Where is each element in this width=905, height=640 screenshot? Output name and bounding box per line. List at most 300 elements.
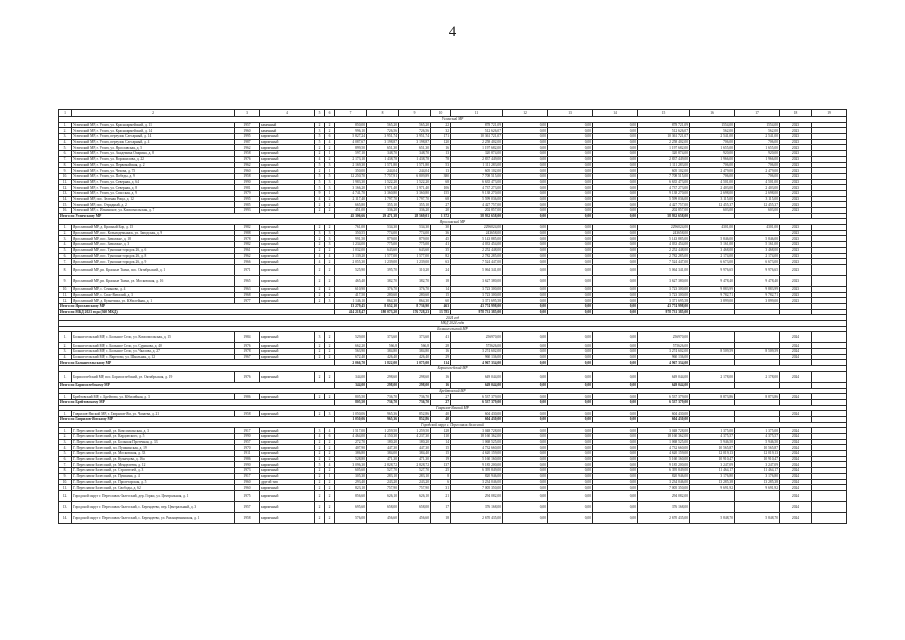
table-cell: 1965	[235, 275, 260, 286]
table-cell: 0,00	[548, 156, 593, 162]
table-cell: 10 361 721,07	[638, 134, 690, 140]
table-cell	[812, 371, 847, 382]
table-cell: 0,00	[593, 479, 638, 485]
table-cell: 320 874,00	[451, 151, 503, 157]
table-cell: 3 371 695,58	[638, 298, 690, 304]
table-cell: 3	[325, 298, 335, 304]
table-cell	[812, 275, 847, 286]
address-cell: Угличский МР, пос. Зеленая Роща, д. 12	[72, 196, 235, 202]
table-cell: 2.	[59, 128, 72, 134]
table-cell: 0,00	[548, 512, 593, 523]
table-cell: 0,00	[593, 173, 638, 179]
table-cell: 243,20	[399, 479, 431, 485]
table-cell: 2 173,10	[335, 156, 367, 162]
table-cell: 736,70	[399, 399, 431, 405]
table-cell: 3 723 300,00	[638, 286, 690, 292]
table-cell: 1 966,00	[690, 156, 735, 162]
table-cell: кирпичный	[260, 439, 315, 445]
table-cell: 4 732 660,00	[451, 445, 503, 451]
table-cell: 6.	[59, 151, 72, 157]
table-cell: 3.	[59, 439, 72, 445]
table-cell: 3 048 728,00	[638, 428, 690, 434]
table-cell: 0,00	[593, 439, 638, 445]
table-cell: 344,00	[335, 382, 367, 388]
table-cell: 2 258 402,00	[638, 139, 690, 145]
table-cell: 8.	[59, 468, 72, 474]
address-cell: Г. Переславль-Залесский, ул. Пушкина, д. 4	[72, 473, 235, 479]
table-cell: 15	[431, 445, 451, 451]
table-row	[59, 264, 847, 275]
table-cell: кирпичный	[260, 264, 315, 275]
table-cell: 1 050,06	[335, 416, 367, 422]
table-cell: 0,00	[548, 399, 593, 405]
table-cell: 2 252 448,00	[638, 247, 690, 253]
table-cell: 2023	[780, 139, 812, 145]
table-cell: 0,00	[548, 501, 593, 512]
table-cell: 0,00	[593, 349, 638, 355]
table-cell: 9 883,99	[735, 286, 780, 292]
table-cell: 0,00	[593, 468, 638, 474]
table-cell: 110	[431, 434, 451, 440]
table-cell: 2	[315, 354, 325, 360]
table-cell: 1917	[235, 473, 260, 479]
table-cell: 1977	[235, 298, 260, 304]
table-cell: 0,00	[593, 162, 638, 168]
table-cell: 2	[325, 156, 335, 162]
table-cell: 1970	[235, 445, 260, 451]
table-cell: 0,00	[593, 134, 638, 140]
table-cell: 5.	[59, 451, 72, 457]
table-cell: 1957	[235, 501, 260, 512]
table-cell: 2 698,00	[735, 190, 780, 196]
table-cell: 864,30	[367, 298, 399, 304]
table-cell: 2	[315, 411, 325, 417]
table-cell: 0,00	[503, 185, 548, 191]
table-cell: 0,00	[503, 468, 548, 474]
table-cell: 0,00	[593, 225, 638, 231]
table-cell: 4 967 334,00	[451, 360, 503, 366]
table-cell: 2 258 402,00	[451, 139, 503, 145]
table-cell: 447,30	[399, 445, 431, 451]
table-cell: 1960	[235, 479, 260, 485]
table-cell: 6 537 379,00	[638, 394, 690, 400]
table-cell: 58 932 658,00	[638, 213, 690, 219]
table-cell: 305,30	[335, 473, 367, 479]
table-cell: кирпичный	[260, 473, 315, 479]
table-cell: 0,00	[593, 196, 638, 202]
table-cell: 2023	[780, 179, 812, 185]
table-cell: 1 239,00	[367, 259, 399, 265]
table-cell: 1 571,80	[399, 162, 431, 168]
table-cell: 3	[325, 236, 335, 242]
table-cell: 920,00	[690, 151, 735, 157]
table-cell: 706,00	[690, 173, 735, 179]
table-cell: 2023	[780, 162, 812, 168]
table-cell: 0,00	[593, 399, 638, 405]
table-cell: 1 966,00	[735, 156, 780, 162]
table-cell: 16.	[59, 208, 72, 214]
column-number: 5	[315, 110, 325, 117]
section-title: Гаврилов-Ямский МР	[59, 405, 847, 411]
table-cell: 1 032,00	[335, 247, 367, 253]
table-cell: 0,00	[548, 145, 593, 151]
table-cell: 9 976,65	[690, 264, 735, 275]
table-cell: 2023	[780, 145, 812, 151]
table-cell: 0,00	[593, 303, 638, 309]
table-cell: 294 082,00	[451, 490, 503, 501]
table-cell: 2	[315, 445, 325, 451]
table-cell: 626,10	[399, 490, 431, 501]
table-cell: 6 395 849,00	[638, 468, 690, 474]
table-cell: 0,00	[593, 208, 638, 214]
table-cell: 4	[325, 462, 335, 468]
table-cell: 1 522,20	[367, 179, 399, 185]
table-cell: 2	[325, 275, 335, 286]
table-cell: 10 565,87	[690, 445, 735, 451]
table-cell	[812, 512, 847, 523]
table-cell: 529,00	[335, 332, 367, 343]
table-cell: 0,00	[593, 473, 638, 479]
table-cell: 0,00	[593, 298, 638, 304]
table-cell: 0,00	[503, 349, 548, 355]
table-cell: 605,60	[335, 468, 367, 474]
table-cell: 456,60	[367, 512, 399, 523]
table-cell: 965,36	[367, 411, 399, 417]
table-cell: 0,00	[593, 185, 638, 191]
table-cell: 2	[315, 468, 325, 474]
table-cell: 0,00	[548, 309, 593, 315]
table-cell: 649 044,00	[638, 371, 690, 382]
table-cell: 2023	[780, 292, 812, 298]
table-cell: 879,00	[367, 236, 399, 242]
table-cell: 0,00	[503, 490, 548, 501]
table-cell: 0,00	[593, 462, 638, 468]
table-cell: 2	[325, 286, 335, 292]
table-cell: 820 946,00	[451, 473, 503, 479]
table-cell: 298,00	[399, 382, 431, 388]
table-cell: 78	[431, 156, 451, 162]
register-table	[58, 109, 847, 524]
table-cell: 2	[325, 485, 335, 491]
table-cell: 171	[431, 134, 451, 140]
table-cell: кирпичный	[260, 394, 315, 400]
table-cell: 4 741,70	[335, 190, 367, 196]
table-cell	[735, 501, 780, 512]
table-cell: 7.	[59, 156, 72, 162]
table-cell: кирпичный	[260, 156, 315, 162]
table-cell: 3 166,20	[335, 185, 367, 191]
address-cell: Угличский МР, г. Углич, переулок Слесарный, д. 14	[72, 134, 235, 140]
table-cell: 18	[431, 275, 451, 286]
table-cell: 256970,00	[638, 332, 690, 343]
table-cell: 376 168,00	[638, 501, 690, 512]
table-cell: 5 143 885,00	[451, 236, 503, 242]
table-cell: 899,50	[335, 145, 367, 151]
table-cell: 0,00	[503, 173, 548, 179]
table-cell: 3	[315, 332, 325, 343]
table-cell: 610,90	[335, 286, 367, 292]
table-cell	[812, 264, 847, 275]
address-cell: Городской округ г. Переславль-Залесский, с. Берендеево, ул. Рязанцевнинская, д. 1	[72, 512, 235, 523]
table-cell: 68	[431, 179, 451, 185]
table-cell: 310,20	[399, 264, 431, 275]
table-cell: 2	[315, 247, 325, 253]
table-row	[59, 275, 847, 286]
address-cell: Угличский МР, г. Углич, ул. Первомайская, д. 2	[72, 162, 235, 168]
table-cell: 0,00	[593, 485, 638, 491]
table-cell: 1976	[235, 156, 260, 162]
table-cell: 2	[325, 247, 335, 253]
table-cell: 3.	[59, 236, 72, 242]
table-cell: 0,00	[548, 451, 593, 457]
table-cell: 2 670 435,00	[638, 512, 690, 523]
table-cell: 82	[431, 253, 451, 259]
table-cell: 6 635 473,00	[451, 179, 503, 185]
table-cell: 0,00	[548, 298, 593, 304]
table-cell: 8 652,10	[367, 303, 399, 309]
table-cell: 1917	[235, 428, 260, 434]
table-cell: 2	[315, 225, 325, 231]
table-cell: 336,20	[367, 208, 399, 214]
table-cell: 2	[315, 236, 325, 242]
table-cell: 2 479,00	[735, 168, 780, 174]
table-cell: 4	[315, 253, 325, 259]
table-cell: 2	[325, 371, 335, 382]
table-cell: 566,8	[367, 343, 399, 349]
section-title: Угличский МР	[59, 117, 847, 123]
table-cell: кирпичный	[260, 253, 315, 259]
table-cell: 8 873,86	[690, 394, 735, 400]
table-cell: 4 737 273,00	[638, 185, 690, 191]
table-cell: 0,00	[503, 128, 548, 134]
table-cell: 0,00	[503, 259, 548, 265]
table-cell: 1990	[235, 462, 260, 468]
table-cell: кирпичный	[260, 468, 315, 474]
section-title: 2024 год	[59, 315, 847, 321]
column-number: 13	[548, 110, 593, 117]
table-cell: 5	[315, 139, 325, 145]
address-cell: Ярославский МР, пос. Заволжье, д. 18	[72, 236, 235, 242]
table-cell: 960 136,00	[451, 354, 503, 360]
table-cell: 2	[325, 490, 335, 501]
table-cell: 6 537 379,00	[638, 399, 690, 405]
table-cell: 0,00	[593, 145, 638, 151]
table-cell: 2024	[780, 451, 812, 457]
table-cell: 5 160 160,00	[451, 456, 503, 462]
table-cell: 180 073,20	[367, 309, 399, 315]
table-cell: 2024	[780, 349, 812, 355]
table-cell: 1 259,50	[399, 428, 431, 434]
table-cell: 706,00	[690, 139, 735, 145]
table-cell: 5 599 036,00	[451, 196, 503, 202]
table-cell: 1968	[235, 292, 260, 298]
table-cell: 0,00	[593, 309, 638, 315]
address-cell: Угличский МР, пос. Отрадный, д. 2	[72, 202, 235, 208]
table-cell: 12 250,70	[335, 173, 367, 179]
table-cell: 9 782,71	[690, 292, 735, 298]
table-cell: 1	[325, 190, 335, 196]
table-cell: 114	[431, 360, 451, 366]
address-cell: Ярославский МР, пос. Козьмодемьянск, ул. Заводская, д. 9	[72, 230, 235, 236]
table-cell: 5	[315, 173, 325, 179]
table-cell: 2 178,00	[735, 371, 780, 382]
table-cell: 2	[315, 473, 325, 479]
table-cell: 2	[315, 490, 325, 501]
table-cell: 12.	[59, 298, 72, 304]
table-cell: 0,00	[548, 343, 593, 349]
table-cell: 0,00	[593, 292, 638, 298]
table-cell: 1967	[235, 354, 260, 360]
table-cell: кирпичный	[260, 354, 315, 360]
table-cell: 2	[325, 259, 335, 265]
table-cell: 4.	[59, 139, 72, 145]
table-cell: 996,10	[335, 128, 367, 134]
table-cell: 0,00	[503, 168, 548, 174]
table-cell: 447,30	[367, 445, 399, 451]
table-cell: 4.	[59, 354, 72, 360]
table-cell: 0,00	[503, 512, 548, 523]
table-cell: 244,04	[399, 168, 431, 174]
table-cell: 2 066,70	[335, 360, 367, 366]
table-cell: 823,10	[335, 485, 367, 491]
table-cell: 465,40	[335, 275, 367, 286]
table-cell: 1986	[235, 456, 260, 462]
table-cell: кирпичный	[260, 168, 315, 174]
table-cell: 2	[325, 354, 335, 360]
table-cell: 0,00	[548, 428, 593, 434]
table-cell: 7.	[59, 462, 72, 468]
table-cell: 1962	[235, 145, 260, 151]
address-cell: Г. Переславль-Залесский, ул. Комсомольская, д. 3	[72, 428, 235, 434]
table-cell: 1.	[59, 428, 72, 434]
table-cell: 4.	[59, 242, 72, 248]
table-cell: 2	[315, 451, 325, 457]
table-cell: 726,56	[399, 128, 431, 134]
table-cell: 534,30	[399, 225, 431, 231]
address-cell: Угличский МР, г. Углич, ул. Северная, д. 64	[72, 179, 235, 185]
table-cell: 2 782 285,00	[638, 253, 690, 259]
table-cell: 0,00	[548, 394, 593, 400]
table-cell: 0,00	[503, 196, 548, 202]
address-cell: Угличский МР, г. Углич, ул. Чехова, д. 75	[72, 168, 235, 174]
table-cell: 4	[325, 139, 335, 145]
table-cell: 3	[325, 242, 335, 248]
table-cell: 4	[325, 253, 335, 259]
table-cell: 5.	[59, 247, 72, 253]
table-cell: 18 160 362,00	[638, 434, 690, 440]
table-cell: 2	[315, 286, 325, 292]
table-cell: 2296024,00	[451, 225, 503, 231]
table-cell: 2	[315, 298, 325, 304]
table-cell: 1 438,78	[367, 156, 399, 162]
table-cell: 3 139,20	[335, 253, 367, 259]
table-cell: 649 044,00	[451, 371, 503, 382]
table-cell: 1990	[235, 434, 260, 440]
table-cell: 0,00	[503, 253, 548, 259]
table-cell: 13.	[59, 190, 72, 196]
table-cell: 978 731 385,00	[451, 309, 503, 315]
table-cell: кирпичный	[260, 179, 315, 185]
table-cell: 5 161,00	[735, 242, 780, 248]
table-cell: 9 478,40	[690, 275, 735, 286]
column-number: 14	[593, 110, 638, 117]
table-cell: 4 464,00	[335, 434, 367, 440]
table-cell: 2 541,00	[735, 134, 780, 140]
table-cell: 2023	[780, 134, 812, 140]
table-cell: 0,00	[593, 213, 638, 219]
table-cell: 2023	[780, 190, 812, 196]
table-cell: 706,00	[735, 162, 780, 168]
table-cell: 3	[325, 185, 335, 191]
table-cell: 0,00	[593, 190, 638, 196]
table-cell: 3 198,87	[399, 139, 431, 145]
table-cell: 3 360,80	[399, 190, 431, 196]
table-cell: 5	[325, 173, 335, 179]
column-number: 9	[399, 110, 431, 117]
table-cell: 512 626,07	[638, 128, 690, 134]
table-cell: 604 430,00	[451, 411, 503, 417]
address-cell: Ярославский МР, пос. Туношна-городок 26, д. 6	[72, 247, 235, 253]
table-cell: 4 427 757,00	[451, 202, 503, 208]
table-cell: 0,00	[593, 354, 638, 360]
table-cell: 3 468,00	[690, 247, 735, 253]
table-cell: 13 279,45	[335, 303, 367, 309]
table-cell: 2	[325, 439, 335, 445]
table-cell: 575626,00	[451, 343, 503, 349]
table-cell: 10.	[59, 286, 72, 292]
table-cell: 1978	[235, 236, 260, 242]
table-cell: 283,10	[399, 473, 431, 479]
table-cell	[812, 332, 847, 343]
table-cell: 3 899,00	[690, 298, 735, 304]
table-cell: 1 983,30	[335, 179, 367, 185]
table-cell: 19	[431, 456, 451, 462]
table-cell: 4 033 454,00	[451, 242, 503, 248]
table-cell: 9 883,99	[690, 286, 735, 292]
table-cell: 2024	[780, 473, 812, 479]
table-cell: 10.	[59, 479, 72, 485]
table-cell: 649 044,00	[638, 382, 690, 388]
table-cell: 463	[431, 303, 451, 309]
table-cell: 0,00	[593, 343, 638, 349]
table-cell: 3 234 046,00	[638, 479, 690, 485]
table-cell: 5 846,00	[735, 236, 780, 242]
table-cell: кирпичный	[260, 236, 315, 242]
table-cell: 0,00	[503, 264, 548, 275]
column-number: 15	[638, 110, 690, 117]
table-cell: 805,50	[335, 399, 367, 405]
table-cell: 1 197 682,00	[451, 145, 503, 151]
table-cell: 1 522,20	[399, 179, 431, 185]
table-cell: 0,00	[548, 411, 593, 417]
table-cell: 395,70	[367, 264, 399, 275]
table-cell: 0,00	[503, 225, 548, 231]
table-cell: 12.	[59, 490, 72, 501]
table-cell: 280,60	[399, 292, 431, 298]
table-cell: 2023	[780, 202, 812, 208]
table-cell: 3.	[59, 349, 72, 355]
table-cell: 8.	[59, 162, 72, 168]
table-cell: 1982	[235, 225, 260, 231]
total-label: Итого по Борисоглебскому МР	[59, 382, 335, 388]
table-cell: 0,00	[593, 168, 638, 174]
table-cell: 16	[431, 382, 451, 388]
table-cell: 562,00	[690, 128, 735, 134]
table-cell: 2024	[780, 411, 812, 417]
address-cell: Г. Переславль-Залесский, ул. Кардовского, д. 5	[72, 434, 235, 440]
table-cell: кирпичный	[260, 298, 315, 304]
address-cell: Ярославский МР, д. Кузнечиха, ул. Юбилейная, д. 1	[72, 298, 235, 304]
